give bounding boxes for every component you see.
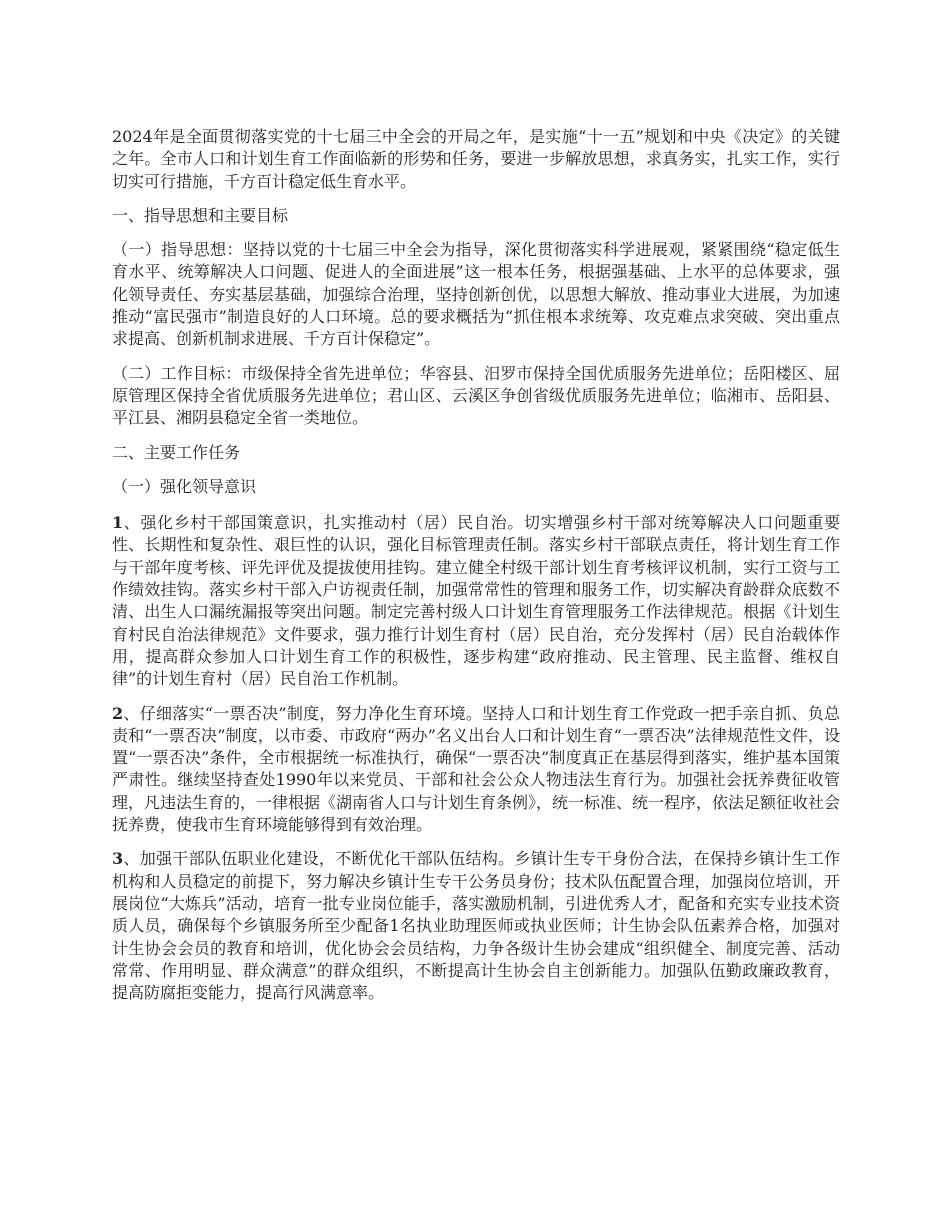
item-number: 2 [112, 703, 124, 723]
item-number: 1 [112, 513, 124, 533]
section-heading-guiding [112, 205, 840, 227]
heading-text: （一）强化领导意识 [112, 476, 257, 496]
subsection-heading-leadership [112, 476, 840, 498]
paragraph-text: 2024年是全面贯彻落实党的十七届三中全会的开局之年，是实施“十一五”规划和中央《决定》的关键之年。全市人口和计划生育工作面临新的形势和任务，要进一步解放思想，求真务实，扎实工作，实行切实可行措施，千方百计稳定低生育水平。 [112, 127, 840, 191]
heading-text: 一、指导思想和主要目标 [112, 205, 289, 225]
heading-text: 二、主要工作任务 [112, 442, 241, 462]
work-goals-paragraph [112, 363, 840, 430]
intro-paragraph [112, 126, 840, 193]
task-item-3 [112, 848, 840, 1004]
item-number: 3 [112, 849, 124, 869]
paragraph-text: 、加强干部队伍职业化建设，不断优化干部队伍结构。乡镇计生专干身份合法，在保持乡镇计生工作机构和人员稳定的前提下，努力解决乡镇计生专干公务员身份；技术队伍配置合理，加强岗位培训，开展岗位“大炼兵”活动，培育一批专业岗位能手，落实激励机制，引进优秀人才，配备和充实专业技术资质人员，确保每个乡镇服务所至少配备1名执业助理医师或执业医师；计生协会队伍素养合格，加强对计生协会会员的教育和培训，优化协会会员结构，力争各级计生协会建成“组织健全、制度完善、活动常常、作用明显、群众满意”的群众组织，不断提高计生协会自主创新能力。加强队伍勤政廉政教育，提高防腐拒变能力，提高行风满意率。 [112, 849, 840, 1003]
guiding-ideology-paragraph [112, 239, 840, 350]
paragraph-text: （二）工作目标：市级保持全省先进单位；华容县、汨罗市保持全国优质服务先进单位；岳阳楼区、屈原管理区保持全省优质服务先进单位；君山区、云溪区争创省级优质服务先进单位；临湘市、岳阳县、平江县、湘阴县稳定全省一类地位。 [112, 363, 840, 428]
document-body [112, 126, 840, 1016]
paragraph-text: 、强化乡村干部国策意识，扎实推动村（居）民自治。切实增强乡村干部对统筹解决人口问题重要性、长期性和复杂性、艰巨性的认识，强化目标管理责任制。落实乡村干部联点责任，将计划生育工作与干部年度考核、评先评优及提拔使用挂钩。建立健全村级干部计划生育考核评议机制，实行工资与工作绩效挂钩。落实乡村干部入户访视责任制，加强常常性的管理和服务工作，切实解决育龄群众底数不清、出生人口漏统漏报等突出问题。制定完善村级人口计划生育管理服务工作法律规范。根据《计划生育村民自治法律规范》文件要求，强力推行计划生育村（居）民自治，充分发挥村（居）民自治载体作用，提高群众参加人口计划生育工作的积极性，逐步构建“政府推动、民主管理、民主监督、维权自律”的计划生育村（居）民自治工作机制。 [112, 513, 840, 689]
paragraph-text: 、仔细落实“一票否决”制度，努力净化生育环境。坚持人口和计划生育工作党政一把手亲自抓、负总责和“一票否决”制度，以市委、市政府“两办”名义出台人口和计划生育“一票否决”法律规范性文件，设置“一票否决”条件，全市根据统一标准执行，确保“一票否决”制度真正在基层得到落实，维护基本国策严肃性。继续坚持查处1990年以来党员、干部和社会公众人物违法生育行为。加强社会抚养费征收管理，凡违法生育的，一律根据《湖南省人口与计划生育条例》，统一标准、统一程序，依法足额征收社会抚养费，使我市生育环境能够得到有效治理。 [112, 703, 841, 835]
paragraph-text: （一）指导思想：坚持以党的十七届三中全会为指导，深化贯彻落实科学进展观，紧紧围绕“稳定低生育水平、统筹解决人口问题、促进人的全面进展”这一根本任务，根据强基础、上水平的总体要求，强化领导责任、夯实基层基础，加强综合治理，坚持创新创优，以思想大解放、推动事业大进展，为加速推动“富民强市”制造良好的人口环境。总的要求概括为“抓住根本求统筹、攻克难点求突破、突出重点求提高、创新机制求进展、千方百计保稳定”。 [112, 240, 840, 349]
section-heading-tasks [112, 442, 840, 464]
task-item-1 [112, 512, 840, 690]
task-item-2 [112, 703, 840, 837]
